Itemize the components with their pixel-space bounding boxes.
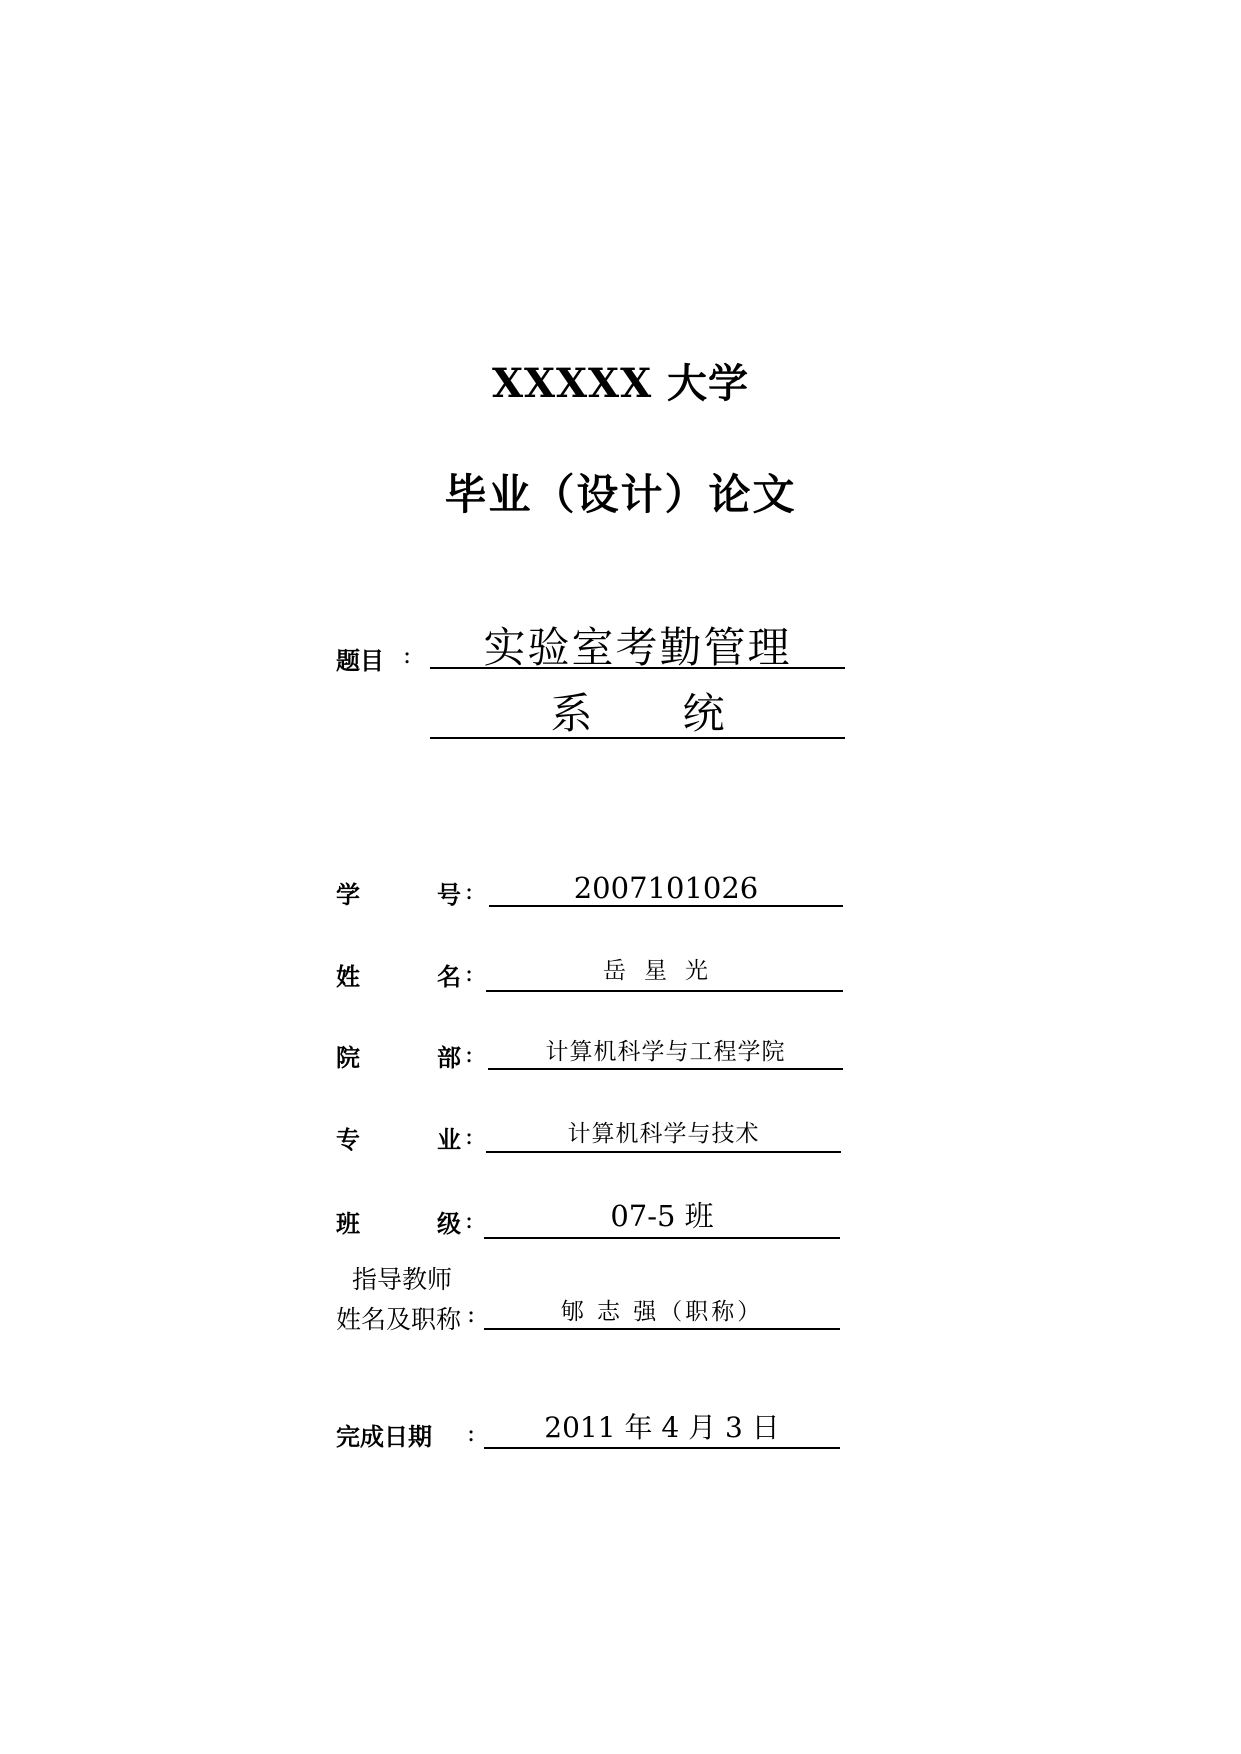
student-id-label-a: 学: [336, 881, 360, 909]
department-underline: [488, 1068, 843, 1070]
class-value: 07-5 班: [610, 1199, 714, 1233]
major-label: [336, 1120, 461, 1155]
completion-date-colon: :: [467, 1419, 476, 1447]
advisor-label-line2: 姓名及职称: [336, 1305, 462, 1334]
class-label: [336, 1204, 461, 1239]
department-colon: :: [465, 1040, 474, 1068]
advisor-colon: :: [467, 1300, 476, 1328]
name-label-b: 名: [437, 963, 461, 991]
name-value: 岳星光: [603, 958, 726, 984]
topic-colon: :: [403, 641, 412, 669]
student-id-label: [336, 875, 461, 910]
completion-date-underline: [484, 1447, 840, 1449]
name-colon: :: [465, 959, 474, 987]
topic-value-line1: 实验室考勤管理: [483, 623, 792, 672]
class-colon: :: [465, 1206, 474, 1234]
class-label-b: 级: [437, 1210, 461, 1238]
name-underline: [486, 990, 843, 992]
topic-value-line2: [430, 690, 845, 738]
department-label-a: 院: [336, 1044, 360, 1072]
student-id-label-b: 号: [437, 881, 461, 909]
advisor-underline: [484, 1328, 840, 1330]
student-id-value: 2007101026: [573, 871, 759, 905]
name-label: [336, 957, 461, 992]
class-label-a: 班: [336, 1210, 360, 1238]
name-label-a: 姓: [336, 963, 360, 991]
advisor-label-line1: 指导教师: [352, 1265, 453, 1294]
topic-label: 题目: [336, 647, 384, 675]
department-label: [336, 1038, 461, 1073]
thesis-type-title: 毕业（设计）论文: [444, 470, 797, 519]
topic-underline-1: [430, 667, 845, 669]
department-label-b: 部: [437, 1044, 461, 1072]
completion-date-value: 2011 年 4 月 3 日: [544, 1411, 780, 1444]
class-underline: [484, 1237, 840, 1239]
topic-line2-part-a: 系: [550, 689, 593, 738]
major-label-b: 业: [437, 1126, 461, 1154]
university-title: XXXXX 大学: [491, 360, 750, 407]
advisor-value: 郇 志 强（职称）: [560, 1299, 764, 1325]
completion-date-label: 完成日期: [336, 1423, 432, 1451]
major-value: 计算机科学与技术: [567, 1121, 760, 1147]
major-label-a: 专: [336, 1126, 360, 1154]
major-underline: [486, 1151, 841, 1153]
student-id-underline: [489, 905, 843, 907]
major-colon: :: [465, 1122, 474, 1150]
topic-line2-part-b: 统: [682, 689, 725, 738]
topic-underline-2: [430, 737, 845, 739]
department-value: 计算机科学与工程学院: [545, 1039, 786, 1065]
student-id-colon: :: [465, 877, 474, 905]
